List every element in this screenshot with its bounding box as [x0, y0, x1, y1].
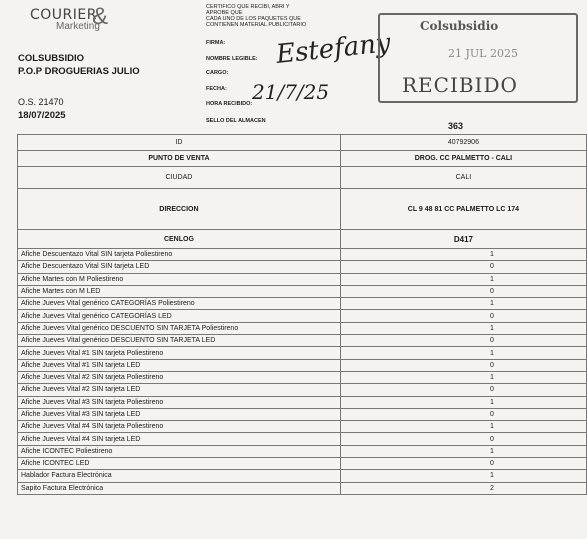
table-row [18, 384, 587, 396]
dir-label: DIRECCION [18, 189, 341, 230]
table-row [18, 396, 587, 408]
table-row [18, 470, 587, 482]
certify-text [206, 4, 346, 28]
item-qty: 1 [340, 249, 586, 261]
item-label: Afiche Jueves Vital #1 SIN tarjeta Poliestireno [18, 347, 341, 359]
cenlog-value: D417 [340, 230, 586, 249]
item-label: Afiche Martes con M Poliestireno [18, 273, 341, 285]
city-row [18, 167, 587, 189]
item-label: Afiche ICONTEC LED [18, 458, 341, 470]
item-qty: 0 [340, 433, 586, 445]
item-qty: 1 [340, 470, 586, 482]
item-qty: 0 [340, 458, 586, 470]
item-label: Afiche Jueves Vital #3 SIN tarjeta LED [18, 408, 341, 420]
item-label: Afiche Jueves Vital #2 SIN tarjeta LED [18, 384, 341, 396]
handwritten-name: Estefany [274, 28, 392, 70]
item-qty: 1 [340, 298, 586, 310]
item-label: Afiche Jueves Vital genérico DESCUENTO SIN TARJETA Poliestireno [18, 322, 341, 334]
sello-label: SELLO DEL ALMACEN [206, 118, 266, 124]
pv-row [18, 151, 587, 167]
item-label: Afiche Jueves Vital #1 SIN tarjeta LED [18, 359, 341, 371]
certify-line: CADA UNO DE LOS PAQUETES QUE [206, 16, 301, 22]
table-row [18, 347, 587, 359]
item-qty: 1 [340, 347, 586, 359]
id-value: 40792906 [340, 135, 586, 151]
item-label: Afiche Jueves Vital genérico CATEGORÍAS Poliestireno [18, 298, 341, 310]
item-qty: 1 [340, 445, 586, 457]
table-row [18, 371, 587, 383]
table-row [18, 285, 587, 297]
client-os: O.S. 21470 [18, 97, 64, 107]
client-date: 18/07/2025 [18, 110, 66, 121]
table-row [18, 335, 587, 347]
table-row [18, 433, 587, 445]
stamp-date: 21 JUL 2025 [448, 47, 518, 60]
item-qty: 1 [340, 396, 586, 408]
cenlog-label: CENLOG [18, 230, 341, 249]
city-value: CALI [340, 167, 586, 189]
item-qty: 0 [340, 359, 586, 371]
certify-line: APROBE QUE [206, 10, 243, 16]
cargo-label: CARGO: [206, 70, 229, 76]
client-name: COLSUBSIDIO [18, 53, 84, 64]
item-label: Hablador Factura Electrónica [18, 470, 341, 482]
item-label: Afiche Descuentazo Vital SIN tarjeta Poliestireno [18, 249, 341, 261]
item-label: Afiche Jueves Vital #2 SIN tarjeta Poliestireno [18, 371, 341, 383]
dir-row [18, 189, 587, 230]
handwritten-date: 21/7/25 [252, 80, 330, 104]
item-qty: 0 [340, 261, 586, 273]
logo-name: COURIER [30, 7, 97, 23]
item-qty: 0 [340, 310, 586, 322]
delivery-table [17, 134, 587, 495]
item-qty: 0 [340, 408, 586, 420]
document-number: 363 [448, 121, 464, 131]
item-qty: 1 [340, 273, 586, 285]
item-qty: 0 [340, 335, 586, 347]
table-row [18, 310, 587, 322]
client-pop: P.O.P DROGUERIAS JULIO [18, 66, 140, 77]
item-qty: 0 [340, 285, 586, 297]
table-row [18, 249, 587, 261]
received-stamp [378, 13, 578, 103]
stamp-brand: Colsubsidio [420, 19, 499, 33]
item-label: Afiche Jueves Vital genérico CATEGORÍAS LED [18, 310, 341, 322]
table-row [18, 273, 587, 285]
pv-label: PUNTO DE VENTA [18, 151, 341, 167]
logo-sub: Marketing [56, 21, 100, 32]
id-row [18, 135, 587, 151]
item-qty: 1 [340, 371, 586, 383]
id-label: ID [18, 135, 341, 151]
item-label: Afiche Jueves Vital #4 SIN tarjeta Poliestireno [18, 421, 341, 433]
hora-label: HORA RECIBIDO: [206, 101, 253, 107]
item-label: Sapito Factura Electrónica [18, 482, 341, 494]
certify-line: CERTIFICO QUE RECIBI, ABRI Y [206, 4, 290, 10]
table-row [18, 261, 587, 273]
courier-logo [30, 3, 109, 32]
table-row [18, 359, 587, 371]
item-qty: 1 [340, 421, 586, 433]
item-label: Afiche Jueves Vital #3 SIN tarjeta Poliestireno [18, 396, 341, 408]
table-row [18, 445, 587, 457]
cenlog-row [18, 230, 587, 249]
firma-label: FIRMA: [206, 40, 226, 46]
item-label: Afiche Jueves Vital genérico DESCUENTO SIN TARJETA LED [18, 335, 341, 347]
city-label: CIUDAD [18, 167, 341, 189]
fecha-label: FECHA: [206, 86, 227, 92]
item-label: Afiche Jueves Vital #4 SIN tarjeta LED [18, 433, 341, 445]
item-label: Afiche Martes con M LED [18, 285, 341, 297]
table-row [18, 322, 587, 334]
item-qty: 0 [340, 384, 586, 396]
table-row [18, 298, 587, 310]
table-row [18, 458, 587, 470]
item-label: Afiche ICONTEC Poliestireno [18, 445, 341, 457]
logo-ampersand-icon: & [92, 3, 109, 30]
dir-value: CL 9 48 81 CC PALMETTO LC 174 [340, 189, 586, 230]
item-label: Afiche Descuentazo Vital SIN tarjeta LED [18, 261, 341, 273]
certify-line: CONTIENEN MATERIAL PUBLICITARIO [206, 22, 307, 28]
nombre-label: NOMBRE LEGIBLE: [206, 56, 258, 62]
pv-value: DROG. CC PALMETTO - CALI [340, 151, 586, 167]
item-qty: 2 [340, 482, 586, 494]
item-qty: 1 [340, 322, 586, 334]
stamp-label: RECIBIDO [402, 73, 518, 97]
table-row [18, 408, 587, 420]
table-row [18, 482, 587, 494]
table-row [18, 421, 587, 433]
